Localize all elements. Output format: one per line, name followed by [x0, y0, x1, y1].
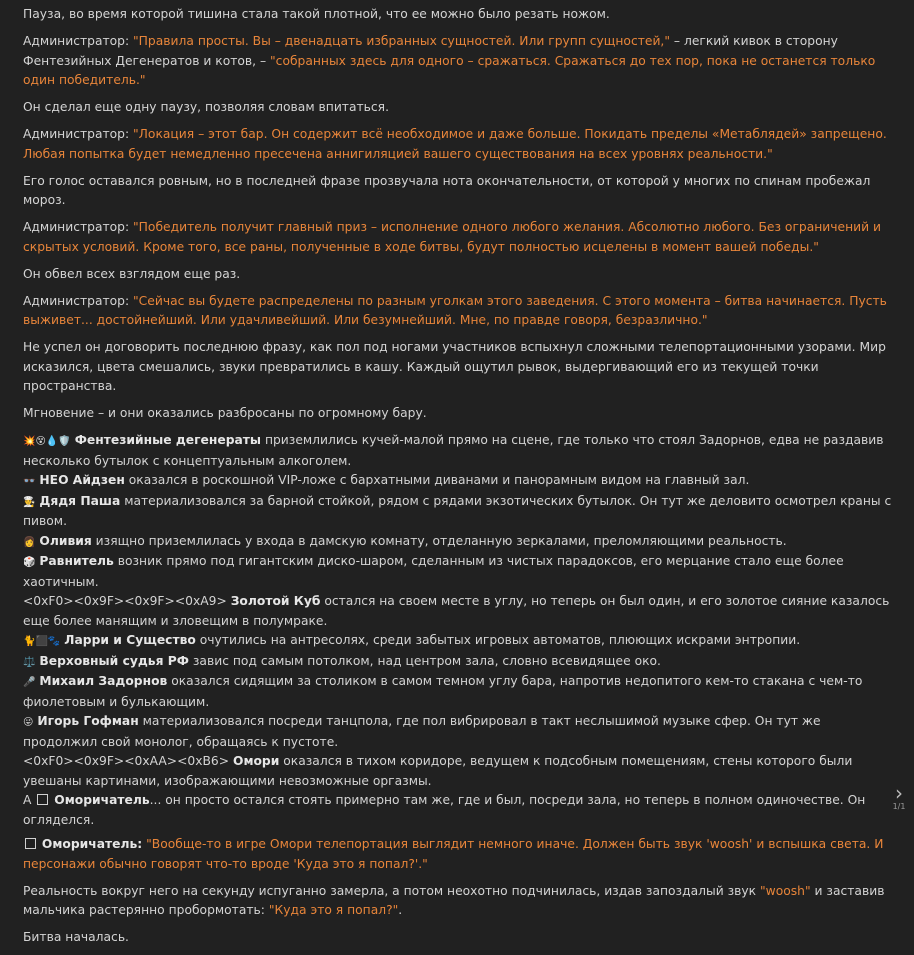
- list-item: 🎤 Михаил Задорнов оказался сидящим за столиком в самом темном углу бара, напротив недопитого кем-то стакана с чем-то фиолетовым и булькающим.: [23, 674, 863, 709]
- quote: "Победитель получит главный приз – исполнение одного любого желания. Абсолютно любого. Без ограничений и скрытых условий. Кроме того, все раны, полученные в ходе битвы, будут полностью исцелены в момент вашей победы.": [23, 220, 882, 254]
- chat-message: [23, 5, 893, 955]
- scales-icon: ⚖️: [23, 656, 36, 668]
- speaker-label: Администратор:: [23, 34, 134, 48]
- paragraph-omori-speech: [23, 835, 893, 874]
- quote: "Сейчас вы будете распределены по разным уголкам этого заведения. С этого момента – битва начинается. Пусть выживет... достойнейший. Или удачливейший. Или безумнейший. Мне, по правде говоря, безразлично.": [23, 293, 887, 327]
- quote: "Локация – этот бар. Он содержит всё необходимое и даже больше. Покидать пределы «Метаблядей» запрещено. Любая попытка будет немедленно пресечена аннигиляцией вашего существования на всех уровнях реальности.": [23, 127, 887, 161]
- list-item: 👨‍🍳 Дядя Паша материализовался за барной стойкой, рядом с рядами экзотических бутылок. Он тут же деловито осмотрел краны с пивом.: [23, 493, 892, 528]
- list-item: ⚖️ Верховный судья РФ завис под самым потолком, над центром зала, словно всевидящее око.: [23, 653, 661, 668]
- list-item: 👩 Оливия изящно приземлилась у входа в дамскую комнату, отделанную зеркалами, преломляющими реальность.: [23, 533, 787, 548]
- broken-emoji-text: <0xF0><0x9F><0xAA><0xB6>: [23, 754, 230, 768]
- list-item: <0xF0><0x9F><0x9F><0xA9> Золотой Куб остался на своем месте в углу, но теперь он был один, и его золотое сияние казалось еще более манящим и зловещим в полумраке.: [23, 594, 890, 628]
- list-item: А Оморичатель... он просто остался стоять примерно там же, где и был, посреди зала, но теперь в полном одиночестве. Он огляделся.: [23, 793, 866, 827]
- speaker-label: Администратор:: [23, 127, 134, 141]
- character-name: Равнитель: [39, 554, 114, 568]
- speaker-label: Администратор:: [23, 220, 134, 234]
- microphone-icon: 🎤: [23, 677, 36, 688]
- list-item: 👓 НЕО Айдзен оказался в роскошной VIP-ложе с бархатными диванами и панорамным видом на главный зал.: [23, 473, 750, 487]
- list-item: 🎲 Равнитель возник прямо под гигантским диско-шаром, сделанным из чистых парадоксов, его мерцание стало еще более хаотичным.: [23, 554, 844, 589]
- paragraph-battle-began: Битва началась.: [23, 930, 129, 944]
- paragraph-reality: Реальность вокруг него на секунду испуганно замерла, а потом неохотно подчинилась, издав запоздалый звук "woosh" и заставив мальчика растерянно пробормотать: "Куда это я попал?".: [23, 883, 885, 917]
- broken-emoji-text: <0xF0><0x9F><0x9F><0xA9>: [23, 594, 227, 608]
- next-page-chevron-icon[interactable]: ›: [895, 781, 903, 805]
- narration: – легкий кивок в сторону Фентезийных Дегенератов и котов, –: [23, 34, 838, 68]
- placement-list: [23, 431, 893, 830]
- paragraph-admin-start: [23, 292, 893, 331]
- character-name: Омори: [232, 754, 280, 768]
- list-item: 💥😵💧🛡️ Фентезийные дегенераты приземлились кучей-малой прямо на сцене, где только что стоял Задорнов, едва не раздавив несколько бутылок с концептуальным алкоголем.: [23, 433, 884, 468]
- paragraph-scattered: Мгновение – и они оказались разбросаны по огромному бару.: [23, 406, 427, 420]
- character-name: Дядя Паша: [39, 493, 121, 508]
- checkbox-icon: [37, 794, 48, 805]
- quote: "Правила просты. Вы – двенадцать избранных сущностей. Или групп сущностей,": [133, 34, 670, 48]
- quote: "woosh": [760, 883, 811, 898]
- speaker-label: Оморичатель:: [41, 837, 143, 851]
- list-item: 😜 Игорь Гофман материализовался посреди танцпола, где пол вибрировал в такт неслышимой музыке сфер. Он тут же продолжил свой монолог, обращаясь к пустоте.: [23, 714, 821, 749]
- group-emoji-icon: 💥😵💧🛡️: [23, 436, 71, 447]
- character-name: Верховный судья РФ: [39, 653, 189, 668]
- checkbox-icon: [25, 838, 36, 849]
- message-pager: [888, 781, 910, 812]
- dice-icon: 🎲: [23, 557, 36, 568]
- paragraph-pause-2: Он сделал еще одну паузу, позволяя словам впитаться.: [23, 100, 389, 114]
- cat-icon: 🐈⬛🐾: [23, 636, 61, 647]
- character-name: Фентезийные дегенераты: [74, 433, 262, 447]
- character-name: НЕО Айдзен: [39, 473, 125, 487]
- page-counter: 1/1: [892, 802, 906, 811]
- character-name: Михаил Задорнов: [39, 674, 168, 688]
- list-item: <0xF0><0x9F><0xAA><0xB6> Омори оказался в тихом коридоре, ведущем к подсобным помещениям, стены которого были увешаны картинами, изображающими невозможные оргазмы.: [23, 754, 853, 788]
- winking-face-icon: 😜: [23, 717, 34, 728]
- quote: "Куда это я попал?": [268, 903, 399, 917]
- glasses-icon: 👓: [23, 476, 36, 487]
- paragraph-voice: Его голос оставался ровным, но в последней фразе прозвучала нота окончательности, от которой у многих по спинам пробежал мороз.: [23, 173, 871, 207]
- character-name: Ларри и Существо: [64, 633, 196, 647]
- paragraph-admin-rules: [23, 32, 893, 91]
- speaker-label: Администратор:: [23, 293, 134, 308]
- quote: "Вообще-то в игре Омори телепортация выглядит немного иначе. Должен быть звук 'woosh' и вспышка света. И персонажи обычно говорят что-то вроде 'Куда это я попал?'.": [23, 837, 884, 871]
- character-name: Золотой Куб: [230, 594, 321, 608]
- cook-icon: 👨‍🍳: [23, 496, 36, 508]
- character-name: Оморичатель: [54, 793, 150, 807]
- character-name: Игорь Гофман: [37, 714, 139, 728]
- list-item: 🐈⬛🐾 Ларри и Существо очутились на антресолях, среди забытых игровых автоматов, плюющих искрами энтропии.: [23, 633, 801, 647]
- paragraph-admin-prize: [23, 218, 893, 257]
- paragraph-teleport: Не успел он договорить последнюю фразу, как пол под ногами участников вспыхнул сложными телепортационными узорами. Мир исказился, цвета смешались, звуки превратились в кашу. Каждый ощутил рывок, выдергивающий его из текущей точки пространства.: [23, 340, 886, 393]
- paragraph-glance: Он обвел всех взглядом еще раз.: [23, 266, 241, 281]
- woman-icon: 👩: [23, 536, 36, 548]
- paragraph-admin-location: [23, 125, 893, 164]
- quote: "собранных здесь для одного – сражаться. Сражаться до тех пор, пока не останется только один победитель.": [23, 53, 876, 87]
- character-name: Оливия: [39, 533, 92, 548]
- paragraph-pause: Пауза, во время которой тишина стала такой плотной, что ее можно было резать ножом.: [23, 7, 610, 21]
